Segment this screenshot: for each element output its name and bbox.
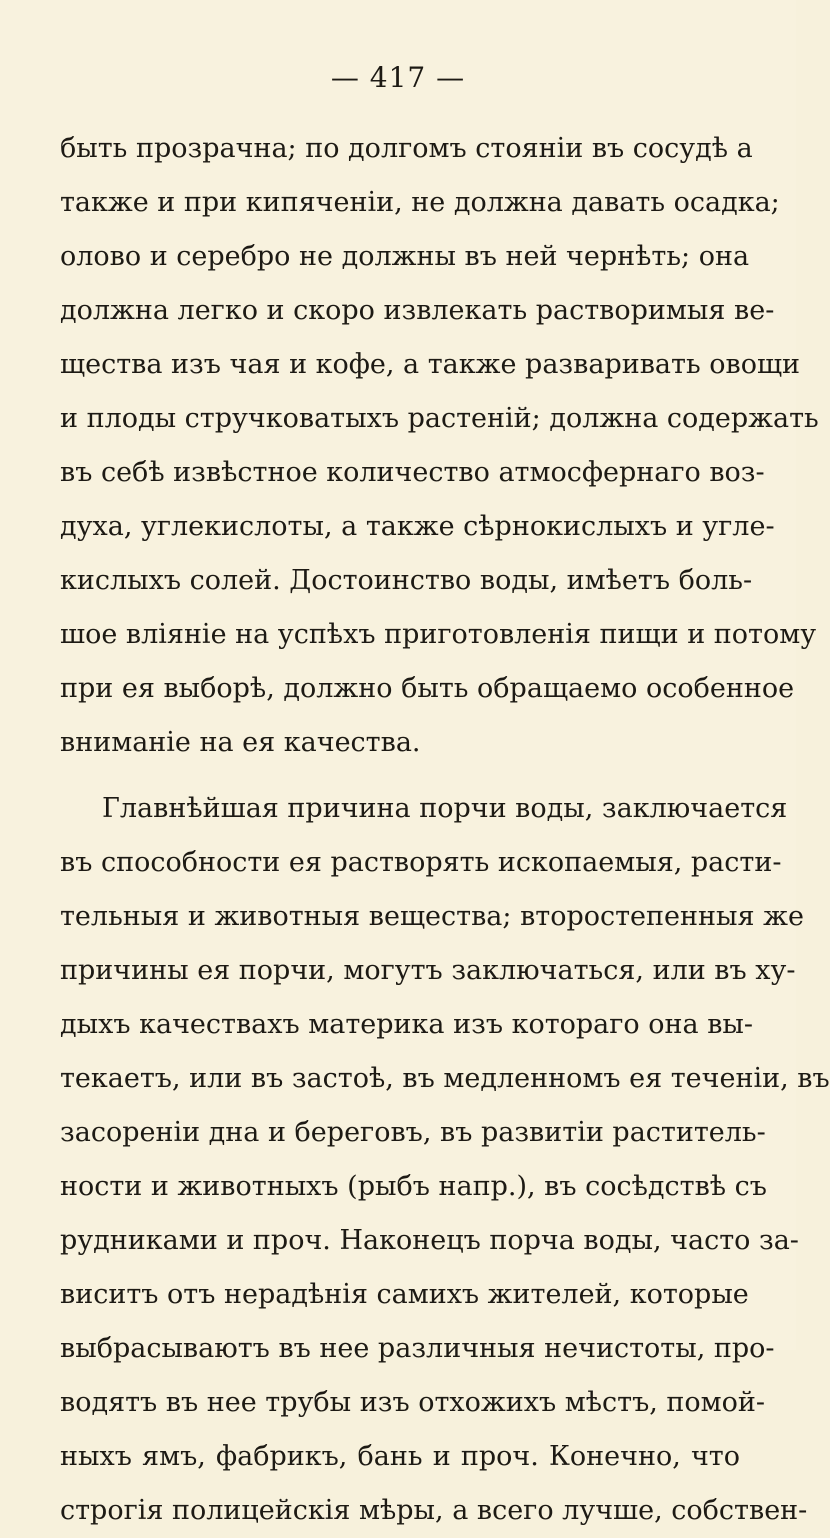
text-line: въ способности ея растворять ископаемыя, расти- (60, 847, 782, 878)
text-line: засоренiи дна и береговъ, въ развитiи раститель- (60, 1117, 766, 1148)
text-line: ности и животныхъ (рыбъ напр.), въ сосѣдствѣ съ (60, 1171, 767, 1202)
text-line: кислыхъ солей. Достоинство воды, имѣетъ боль- (60, 565, 753, 596)
text-line: вниманiе на ея качества. (60, 727, 421, 758)
text-line: тельныя и животныя вещества; второстепенныя же (60, 901, 804, 932)
text-line: ныхъ ямъ, фабрикъ, бань и проч. Конечно, что (60, 1441, 740, 1472)
text-line: въ себѣ извѣстное количество атмосфернаго воз- (60, 457, 765, 488)
page-number: — 417 — (330, 61, 466, 94)
body-text (60, 122, 830, 1538)
text-line: строгiя полицейскiя мѣры, а всего лучше, собствен- (60, 1495, 808, 1526)
text-line: Главнѣйшая причина порчи воды, заключается (102, 793, 788, 824)
text-line: щества изъ чая и кофе, а также разваривать овощи (60, 349, 801, 380)
text-line: также и при кипяченiи, не должна давать осадка; (60, 187, 780, 218)
text-line: водятъ въ нее трубы изъ отхожихъ мѣстъ, помой- (60, 1387, 766, 1418)
text-line: при ея выборѣ, должно быть обращаемо особенное (60, 673, 795, 704)
text-line: текаетъ, или въ застоѣ, въ медленномъ ея теченiи, въ (60, 1063, 830, 1094)
text-line: быть прозрачна; по долгомъ стоянiи въ сосудѣ а (60, 133, 753, 164)
text-line: шое влiянiе на успѣхъ приготовленiя пищи и потому (60, 619, 817, 650)
paragraph-gap (60, 770, 740, 782)
text-line: причины ея порчи, могутъ заключаться, или въ ху- (60, 955, 796, 986)
text-line: выбрасываютъ въ нее различныя нечистоты, про- (60, 1333, 775, 1364)
text-line: олово и серебро не должны въ ней чернѣть; она (60, 241, 750, 272)
paragraph-1 (60, 122, 819, 770)
text-line: должна легко и скоро извлекать растворимыя ве- (60, 295, 775, 326)
text-line: и плоды стручковатыхъ растенiй; должна содержать (60, 403, 819, 434)
paragraph-2 (60, 782, 830, 1538)
text-line: рудниками и проч. Наконецъ порча воды, часто за- (60, 1225, 799, 1256)
text-line: духа, углекислоты, а также сѣрнокислыхъ и угле- (60, 511, 775, 542)
text-line: дыхъ качествахъ материка изъ котораго она вы- (60, 1009, 754, 1040)
text-line: виситъ отъ нерадѣнiя самихъ жителей, которые (60, 1279, 749, 1310)
